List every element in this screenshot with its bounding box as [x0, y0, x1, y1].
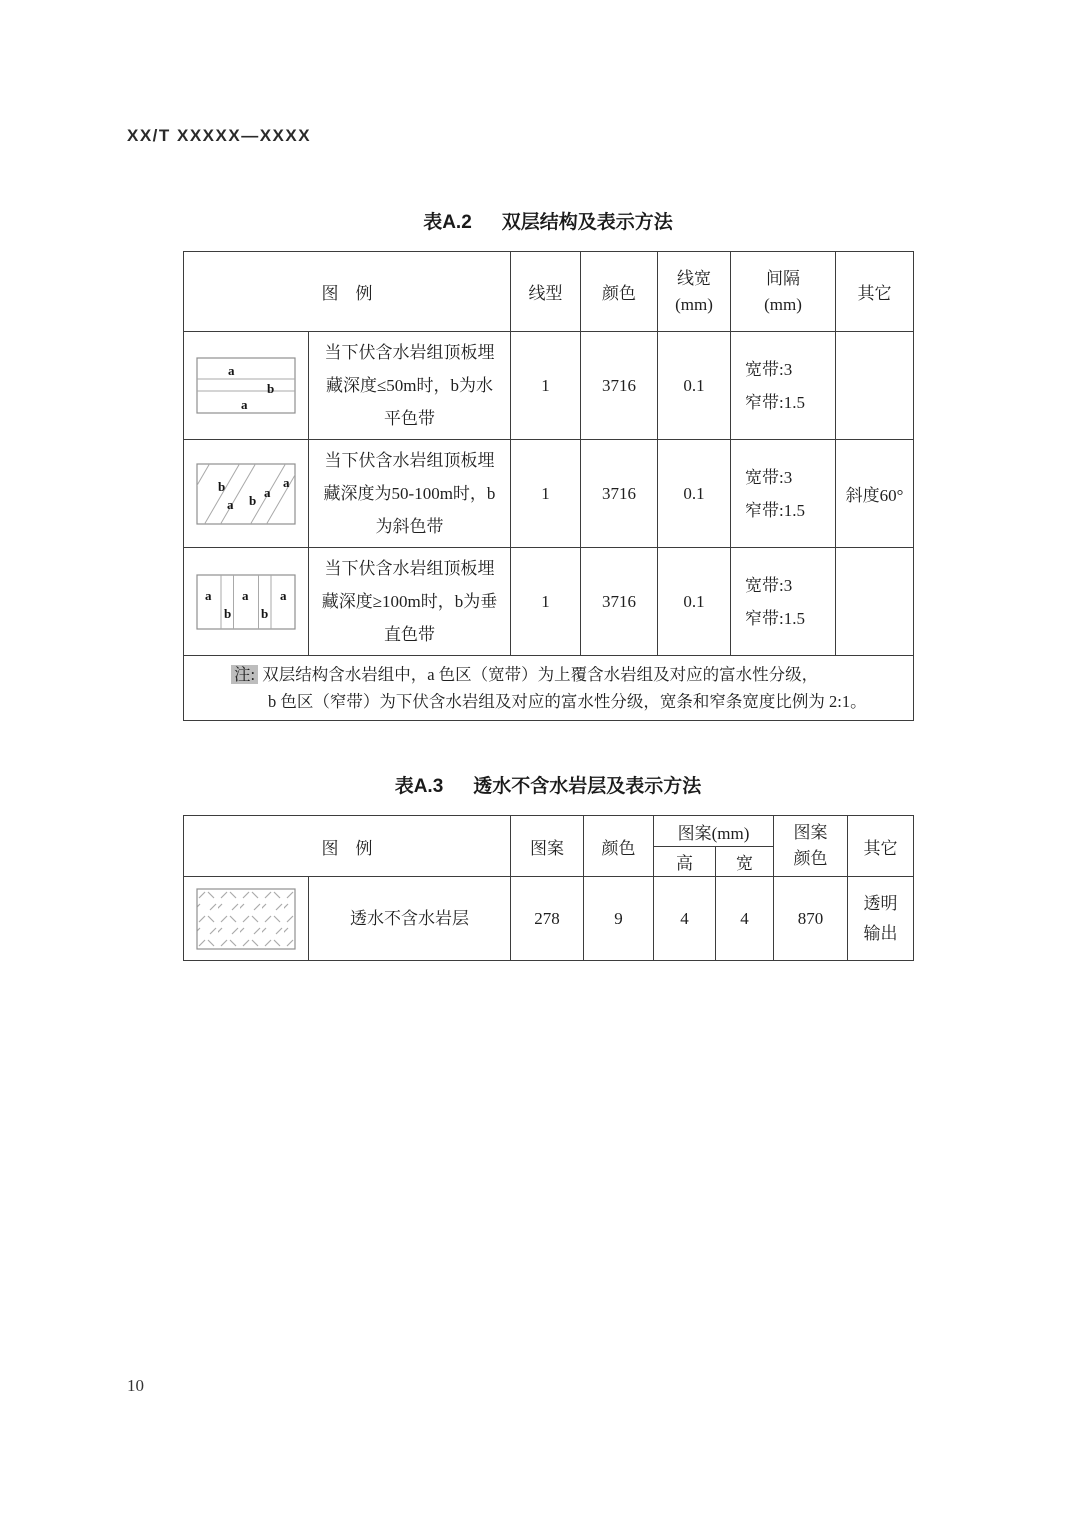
other-cell	[836, 332, 914, 440]
scatter-ticks-legend-icon	[196, 888, 296, 950]
legend-cell	[184, 440, 309, 548]
note-label: 注:	[231, 665, 258, 684]
header-other: 其它	[836, 252, 914, 332]
note-row	[184, 656, 914, 721]
legend-label: a	[280, 587, 287, 603]
other-cell: 斜度60°	[836, 440, 914, 548]
table-a3-title	[183, 771, 913, 798]
note-text-1: 双层结构含水岩组中，a 色区（宽带）为上覆含水岩组及对应的富水性分级，	[262, 665, 819, 684]
gap-cell	[731, 440, 836, 548]
gap-cell	[731, 332, 836, 440]
gap-narrow: 窄带:1.5	[745, 608, 805, 628]
header-color: 颜色	[584, 816, 654, 877]
header-other: 其它	[848, 816, 914, 877]
legend-label: b	[224, 605, 232, 621]
table-a2-title-text: 双层结构及表示方法	[501, 212, 673, 233]
description-cell: 当下伏含水岩组顶板埋藏深度为50-100m时，b为斜色带	[309, 440, 511, 548]
color-cell: 3716	[581, 332, 658, 440]
gap-cell	[731, 548, 836, 656]
line-width-cell: 0.1	[658, 332, 731, 440]
color-cell: 9	[584, 877, 654, 961]
note-line-1	[231, 661, 903, 688]
note-line-2: b 色区（窄带）为下伏含水岩组及对应的富水性分级，宽条和窄条宽度比例为 2:1。	[268, 692, 867, 711]
pattern-color-cell: 870	[774, 877, 848, 961]
table-row	[184, 548, 914, 656]
line-type-cell: 1	[511, 332, 581, 440]
legend-cell	[184, 877, 309, 961]
table-a3-title-label: 表A.3	[394, 776, 444, 797]
line-width-cell: 0.1	[658, 440, 731, 548]
legend-cell	[184, 548, 309, 656]
legend-label: b	[261, 605, 269, 621]
line-width-cell: 0.1	[658, 548, 731, 656]
header-gap	[731, 252, 836, 332]
document-header: XX/T XXXXX—XXXX	[127, 126, 312, 145]
other-cell	[848, 877, 914, 961]
other-line-1: 透明	[863, 893, 898, 913]
header-pattern-mm: 图案(mm)	[654, 816, 774, 847]
table-a2-title	[183, 207, 913, 234]
gap-narrow: 窄带:1.5	[745, 500, 805, 520]
legend-label: a	[264, 484, 271, 500]
table-a2-title-label: 表A.2	[423, 212, 472, 233]
header-line-width-line2: (mm)	[675, 294, 713, 314]
legend-label: a	[228, 363, 235, 378]
pattern-cell: 278	[511, 877, 584, 961]
page-number: 10	[127, 1376, 144, 1395]
header-legend: 图 例	[184, 252, 511, 332]
width-cell: 4	[716, 877, 774, 961]
table-a3-header-row-1	[184, 816, 914, 847]
description-cell: 透水不含水岩层	[309, 877, 511, 961]
table-a2	[183, 251, 914, 721]
table-a3-title-text: 透水不含水岩层及表示方法	[473, 776, 702, 797]
legend-label: b	[218, 478, 226, 494]
header-line-width-line1: 线宽	[677, 268, 711, 288]
line-type-cell: 1	[511, 440, 581, 548]
color-cell: 3716	[581, 548, 658, 656]
line-type-cell: 1	[511, 548, 581, 656]
other-line-2: 输出	[863, 923, 898, 943]
description-cell: 当下伏含水岩组顶板埋藏深度≥100m时，b为垂直色带	[309, 548, 511, 656]
note-cell	[184, 656, 914, 721]
table-row	[184, 877, 914, 961]
table-a3	[183, 815, 914, 961]
header-line-type: 线型	[511, 252, 581, 332]
height-cell: 4	[654, 877, 716, 961]
vertical-bands-legend-icon	[196, 574, 296, 630]
header-pattern: 图案	[511, 816, 584, 877]
header-pattern-color-line2: 颜色	[793, 849, 828, 868]
legend-label: a	[205, 587, 212, 603]
gap-narrow: 窄带:1.5	[745, 392, 805, 412]
header-width: 宽	[716, 847, 774, 877]
gap-wide: 宽带:3	[745, 575, 793, 595]
header-line-width	[658, 252, 731, 332]
legend-label: a	[227, 496, 234, 512]
legend-label: b	[267, 381, 275, 396]
header-pattern-color	[774, 816, 848, 877]
gap-wide: 宽带:3	[745, 359, 793, 379]
gap-wide: 宽带:3	[745, 467, 793, 487]
legend-cell	[184, 332, 309, 440]
header-gap-line1: 间隔	[766, 268, 800, 288]
header-legend: 图 例	[184, 816, 511, 877]
header-pattern-color-line1: 图案	[793, 823, 828, 842]
table-a2-header-row	[184, 252, 914, 332]
legend-label: a	[283, 474, 290, 490]
horizontal-bands-legend-icon	[196, 357, 296, 414]
table-row	[184, 332, 914, 440]
header-color: 颜色	[581, 252, 658, 332]
legend-label: a	[241, 397, 248, 412]
header-height: 高	[654, 847, 716, 877]
diagonal-bands-legend-icon	[196, 463, 296, 525]
other-cell	[836, 548, 914, 656]
page-content	[183, 207, 913, 961]
legend-label: b	[249, 492, 257, 508]
color-cell: 3716	[581, 440, 658, 548]
description-cell: 当下伏含水岩组顶板埋藏深度≤50m时，b为水平色带	[309, 332, 511, 440]
table-row	[184, 440, 914, 548]
header-gap-line2: (mm)	[764, 294, 802, 314]
legend-label: a	[242, 587, 249, 603]
